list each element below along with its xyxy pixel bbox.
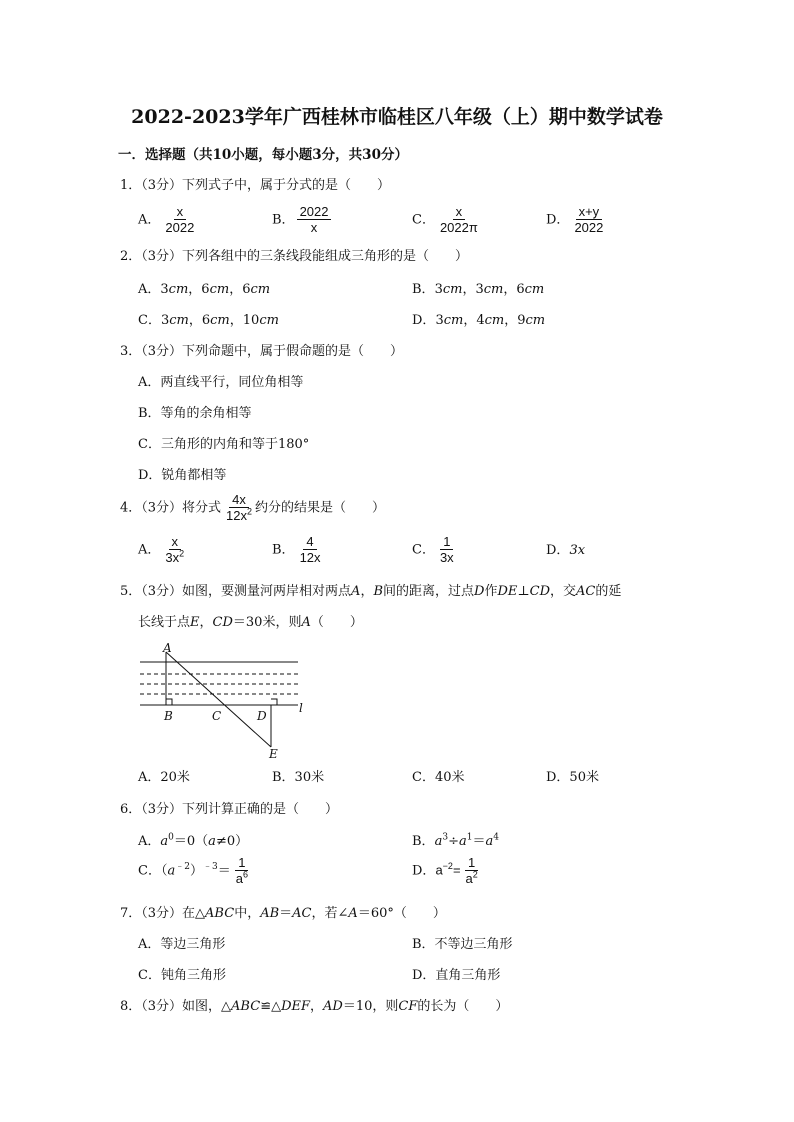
fraction: $\frac{x}{2022\pi}$	[439, 204, 478, 235]
q5-option-a: A．20米	[138, 770, 190, 785]
q2-option-c: C．3cm，6cm，10cm	[138, 313, 279, 328]
q6-option-c: C．$(a^{﹣2})^{﹣3}=$ $\frac{1}{a^6}$	[138, 856, 251, 886]
right-angle-d	[271, 699, 277, 705]
q6-option-d: D．$a^{-2}=$ $\frac{1}{a^2}$	[412, 856, 481, 886]
q1-option-b	[272, 205, 331, 235]
question-3-stem: 3．（3分）下列命题中，属于假命题的是（ ）	[120, 344, 404, 359]
fraction: $\frac{x}{2022}$	[165, 204, 195, 235]
q3-option-c: C．三角形的内角和等于180°	[138, 437, 310, 452]
label-a: A	[163, 641, 172, 655]
section-heading: 一．选择题（共10小题，每小题3分，共30分）	[118, 147, 408, 163]
right-angle-b	[166, 699, 172, 705]
q2-option-d: D．3cm，4cm，9cm	[412, 313, 546, 328]
q6-option-a: A．$a^0=0(a\ne 0)$	[138, 832, 249, 849]
q1-option-c	[412, 205, 481, 235]
q4-option-b: B． $\frac{4}{12x}$	[272, 535, 324, 565]
label-c: C	[212, 709, 222, 723]
question-2-stem: 2．（3分）下列各组中的三条线段能组成三角形的是（ ）	[120, 249, 469, 264]
option-label: C．	[412, 212, 435, 228]
fraction: $\frac{x+y}{2022}$	[574, 204, 604, 235]
fraction: $\frac{x}{3x^2}$	[165, 534, 185, 565]
q3-option-d: D．锐角都相等	[138, 468, 227, 483]
option-label: D．	[546, 212, 570, 228]
question-5-stem-line2: 长线于点E，CD＝30米，则A（ ）	[138, 615, 363, 630]
q7-option-c: C．钝角三角形	[138, 968, 226, 983]
fraction: $\frac{1}{3x}$	[439, 534, 454, 565]
q2-option-b: B．3cm，3cm，6cm	[412, 282, 545, 297]
fraction: $\frac{2022}{x}$	[297, 205, 332, 235]
q4-option-d: D．3x	[546, 543, 586, 558]
exam-title: 2022-2023学年广西桂林市临桂区八年级（上）期中数学试卷	[131, 106, 663, 128]
question-7-stem: 7．（3分）在△ABC中，AB＝AC，若∠A＝60°（ ）	[120, 906, 446, 921]
fraction: $\frac{4x}{12x^2}$	[226, 492, 253, 523]
question-1-stem: 1．（3分）下列式子中，属于分式的是（ ）	[120, 178, 391, 193]
segment-ae	[166, 652, 271, 747]
q4-option-a: A． $\frac{x}{3x^2}$	[138, 535, 187, 565]
q7-option-a: A．等边三角形	[138, 937, 226, 952]
option-label: B．	[272, 212, 295, 228]
question-5-stem-line1: 5．（3分）如图，要测量河两岸相对两点A，B间的距离，过点D作DE⊥CD，交AC的延	[120, 584, 622, 599]
label-d: D	[257, 709, 267, 723]
q6-option-b: B．$a^3\div a^1=a^4$	[412, 832, 499, 849]
q2-option-a: A．3cm，6cm，6cm	[138, 282, 271, 297]
option-label: A．	[138, 212, 161, 228]
q3-option-a: A．两直线平行，同位角相等	[138, 375, 304, 390]
question-6-stem: 6．（3分）下列计算正确的是（ ）	[120, 802, 339, 817]
q5-option-b: B．30米	[272, 770, 325, 785]
q3-option-b: B．等角的余角相等	[138, 406, 252, 421]
q1-option-d	[546, 205, 606, 235]
label-l: l	[299, 701, 303, 715]
fraction: $\frac{1}{a^6}$	[235, 855, 248, 886]
q5-option-c: C．40米	[412, 770, 465, 785]
label-e: E	[269, 747, 278, 760]
question-4-stem: 4．（3分）将分式 $\frac{4x}{12x^2}$ 约分的结果是（ ）	[120, 492, 386, 523]
q4-option-c: C． $\frac{1}{3x}$	[412, 535, 457, 565]
q7-option-b: B．不等边三角形	[412, 937, 513, 952]
q7-option-d: D．直角三角形	[412, 968, 501, 983]
q5-option-d: D．50米	[546, 770, 599, 785]
question-8-stem: 8．（3分）如图，△ABC≌△DEF，AD＝10，则CF的长为（ ）	[120, 999, 509, 1014]
q1-option-a	[138, 205, 197, 235]
fraction: $\frac{4}{12x}$	[299, 534, 321, 565]
label-b: B	[164, 709, 173, 723]
fraction: $\frac{1}{a^2}$	[465, 855, 478, 886]
river-figure	[132, 640, 312, 760]
